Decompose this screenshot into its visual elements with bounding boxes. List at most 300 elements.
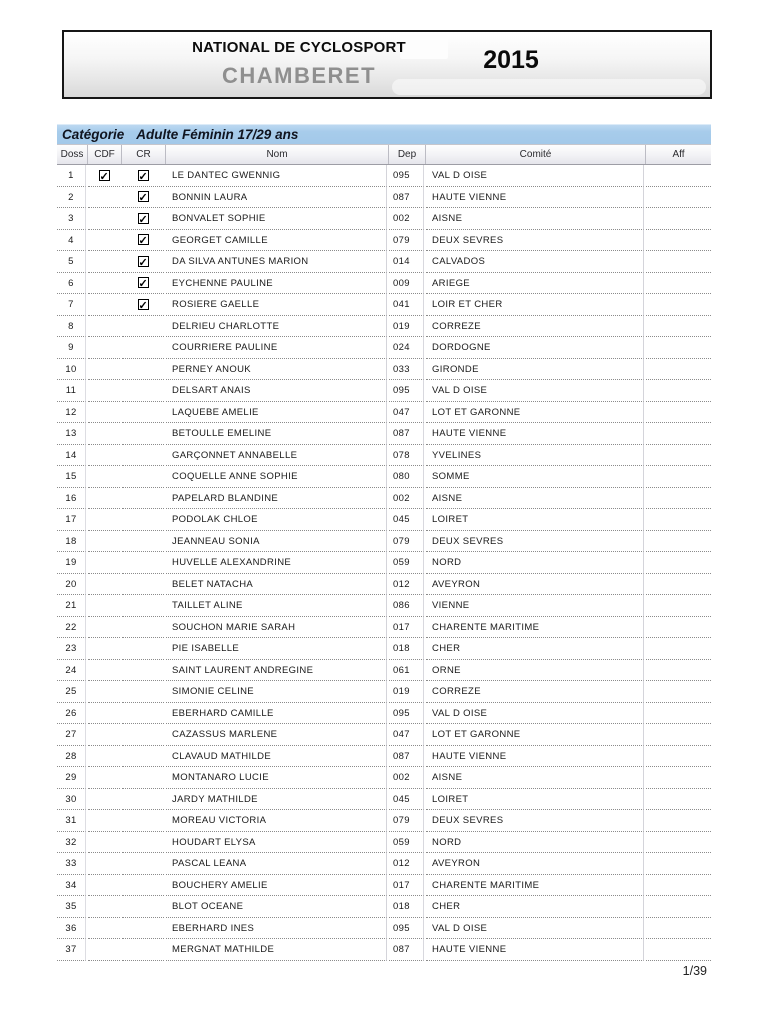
cell-cr — [122, 724, 164, 746]
cell-cdf — [88, 767, 120, 789]
cell-nom: COQUELLE ANNE SOPHIE — [166, 466, 387, 488]
cell-comite: YVELINES — [426, 445, 644, 467]
cell-nom: JARDY MATHILDE — [166, 789, 387, 811]
column-header-dep: Dep — [389, 145, 426, 164]
table-row — [57, 767, 711, 789]
cell-doss: 24 — [57, 660, 86, 682]
cell-comite: SOMME — [426, 466, 644, 488]
cell-doss: 34 — [57, 875, 86, 897]
cell-nom: SOUCHON MARIE SARAH — [166, 617, 387, 639]
cell-doss: 2 — [57, 187, 86, 209]
cell-doss: 20 — [57, 574, 86, 596]
cell-aff — [646, 402, 711, 424]
cell-doss: 23 — [57, 638, 86, 660]
cell-doss: 7 — [57, 294, 86, 316]
cell-cdf — [88, 853, 120, 875]
cell-cr — [122, 208, 164, 230]
cell-cr — [122, 380, 164, 402]
table-row — [57, 918, 711, 940]
cell-doss: 35 — [57, 896, 86, 918]
cell-dep: 079 — [389, 810, 424, 832]
column-header-cr: CR — [122, 145, 166, 164]
cell-cr — [122, 574, 164, 596]
cr-checkbox-icon — [138, 213, 149, 224]
table-row — [57, 230, 711, 252]
cell-cr — [122, 488, 164, 510]
cell-aff — [646, 681, 711, 703]
cell-cr — [122, 402, 164, 424]
cell-comite: ORNE — [426, 660, 644, 682]
cell-dep: 087 — [389, 746, 424, 768]
cell-aff — [646, 617, 711, 639]
cell-cr — [122, 423, 164, 445]
cell-cdf — [88, 445, 120, 467]
table-row — [57, 746, 711, 768]
cell-dep: 045 — [389, 509, 424, 531]
cell-dep: 079 — [389, 531, 424, 553]
cell-doss: 16 — [57, 488, 86, 510]
cell-dep: 009 — [389, 273, 424, 295]
cell-dep: 017 — [389, 875, 424, 897]
cell-aff — [646, 316, 711, 338]
cell-aff — [646, 488, 711, 510]
cell-dep: 095 — [389, 165, 424, 187]
cell-cdf — [88, 574, 120, 596]
cell-aff — [646, 767, 711, 789]
cell-cr — [122, 703, 164, 725]
cell-cdf — [88, 918, 120, 940]
cell-nom: JEANNEAU SONIA — [166, 531, 387, 553]
cell-aff — [646, 918, 711, 940]
cell-doss: 1 — [57, 165, 86, 187]
cell-nom: CLAVAUD MATHILDE — [166, 746, 387, 768]
cell-dep: 059 — [389, 832, 424, 854]
cell-comite: HAUTE VIENNE — [426, 939, 644, 961]
cell-dep: 018 — [389, 638, 424, 660]
cell-nom: MOREAU VICTORIA — [166, 810, 387, 832]
cell-dep: 017 — [389, 617, 424, 639]
cell-doss: 4 — [57, 230, 86, 252]
table-row — [57, 617, 711, 639]
cell-dep: 061 — [389, 660, 424, 682]
table-row — [57, 552, 711, 574]
cell-cr — [122, 165, 164, 187]
cell-doss: 30 — [57, 789, 86, 811]
table-row — [57, 294, 711, 316]
table-row — [57, 638, 711, 660]
cell-doss: 6 — [57, 273, 86, 295]
cell-cdf — [88, 638, 120, 660]
cell-cr — [122, 789, 164, 811]
cr-checkbox-icon — [138, 277, 149, 288]
cell-cdf — [88, 875, 120, 897]
cell-dep: 019 — [389, 316, 424, 338]
cr-checkbox-icon — [138, 191, 149, 202]
page-number: 1/39 — [682, 964, 707, 978]
cell-nom: EYCHENNE PAULINE — [166, 273, 387, 295]
cell-cdf — [88, 402, 120, 424]
cell-aff — [646, 746, 711, 768]
cell-dep: 095 — [389, 703, 424, 725]
table-row — [57, 595, 711, 617]
cell-cdf — [88, 294, 120, 316]
cell-cdf — [88, 681, 120, 703]
cell-nom: BOUCHERY AMELIE — [166, 875, 387, 897]
column-header-nom: Nom — [166, 145, 389, 164]
cell-comite: VIENNE — [426, 595, 644, 617]
cell-cr — [122, 251, 164, 273]
cr-checkbox-icon — [138, 234, 149, 245]
event-title: NATIONAL DE CYCLOSPORT — [192, 39, 406, 56]
table-header — [57, 144, 711, 165]
cell-doss: 10 — [57, 359, 86, 381]
cell-cr — [122, 810, 164, 832]
cell-cdf — [88, 488, 120, 510]
table-row — [57, 939, 711, 961]
cell-dep: 087 — [389, 423, 424, 445]
table-row — [57, 187, 711, 209]
cell-cr — [122, 337, 164, 359]
cell-aff — [646, 423, 711, 445]
cell-nom: PASCAL LEANA — [166, 853, 387, 875]
table-row — [57, 273, 711, 295]
table-row — [57, 810, 711, 832]
cell-cdf — [88, 230, 120, 252]
table-row — [57, 402, 711, 424]
cell-nom: HUVELLE ALEXANDRINE — [166, 552, 387, 574]
cell-comite: AVEYRON — [426, 853, 644, 875]
cell-cdf — [88, 208, 120, 230]
cell-doss: 31 — [57, 810, 86, 832]
table-row — [57, 380, 711, 402]
table-row — [57, 337, 711, 359]
cell-cdf — [88, 251, 120, 273]
cell-comite: DORDOGNE — [426, 337, 644, 359]
cell-aff — [646, 230, 711, 252]
cell-comite: HAUTE VIENNE — [426, 423, 644, 445]
cell-cr — [122, 316, 164, 338]
cell-cdf — [88, 273, 120, 295]
cell-doss: 3 — [57, 208, 86, 230]
cell-cdf — [88, 552, 120, 574]
cell-comite: LOIR ET CHER — [426, 294, 644, 316]
cell-cr — [122, 187, 164, 209]
cell-cdf — [88, 359, 120, 381]
cell-aff — [646, 466, 711, 488]
cell-cdf — [88, 466, 120, 488]
column-header-aff: Aff — [672, 149, 685, 160]
cell-cdf — [88, 746, 120, 768]
table-row — [57, 208, 711, 230]
cell-cdf — [88, 380, 120, 402]
cell-nom: MONTANARO LUCIE — [166, 767, 387, 789]
cell-comite: HAUTE VIENNE — [426, 746, 644, 768]
table-row — [57, 853, 711, 875]
cell-nom: PERNEY ANOUK — [166, 359, 387, 381]
cell-dep: 045 — [389, 789, 424, 811]
cell-doss: 11 — [57, 380, 86, 402]
table-row — [57, 423, 711, 445]
cell-aff — [646, 552, 711, 574]
cell-cr — [122, 746, 164, 768]
table-row — [57, 165, 711, 187]
table-row — [57, 574, 711, 596]
cell-doss: 25 — [57, 681, 86, 703]
cell-nom: BONNIN LAURA — [166, 187, 387, 209]
cell-nom: PIE ISABELLE — [166, 638, 387, 660]
cell-comite: DEUX SEVRES — [426, 810, 644, 832]
cell-dep: 018 — [389, 896, 424, 918]
cell-nom: EBERHARD INES — [166, 918, 387, 940]
cell-dep: 002 — [389, 767, 424, 789]
event-location: CHAMBERET — [221, 63, 377, 88]
cell-aff — [646, 939, 711, 961]
table-row — [57, 509, 711, 531]
cell-cdf — [88, 810, 120, 832]
cell-cr — [122, 681, 164, 703]
cell-comite: VAL D OISE — [426, 165, 644, 187]
cell-dep: 095 — [389, 918, 424, 940]
table-row — [57, 875, 711, 897]
cell-aff — [646, 165, 711, 187]
cell-doss: 17 — [57, 509, 86, 531]
cell-dep: 047 — [389, 402, 424, 424]
cell-cr — [122, 896, 164, 918]
cell-doss: 8 — [57, 316, 86, 338]
cell-aff — [646, 703, 711, 725]
column-header-cdf: CDF — [88, 145, 122, 164]
cell-nom: TAILLET ALINE — [166, 595, 387, 617]
table-row — [57, 488, 711, 510]
cell-comite: AISNE — [426, 208, 644, 230]
cell-dep: 019 — [389, 681, 424, 703]
cell-nom: DELSART ANAIS — [166, 380, 387, 402]
table-row — [57, 681, 711, 703]
cell-nom: GARÇONNET ANNABELLE — [166, 445, 387, 467]
table-body — [57, 165, 711, 961]
cell-aff — [646, 294, 711, 316]
column-header-doss: Doss — [57, 145, 88, 164]
table-row — [57, 724, 711, 746]
cell-nom: BELET NATACHA — [166, 574, 387, 596]
cell-cdf — [88, 531, 120, 553]
column-header-comite: Comité — [426, 145, 646, 164]
cell-nom: DELRIEU CHARLOTTE — [166, 316, 387, 338]
cell-aff — [646, 832, 711, 854]
cell-comite: AISNE — [426, 767, 644, 789]
cell-comite: CHER — [426, 896, 644, 918]
cell-dep: 059 — [389, 552, 424, 574]
cell-comite: CHARENTE MARITIME — [426, 875, 644, 897]
cell-aff — [646, 337, 711, 359]
cell-nom: MERGNAT MATHILDE — [166, 939, 387, 961]
table-row — [57, 896, 711, 918]
cell-nom: CAZASSUS MARLENE — [166, 724, 387, 746]
cell-dep: 095 — [389, 380, 424, 402]
table-row — [57, 531, 711, 553]
cell-aff — [646, 208, 711, 230]
cell-cr — [122, 230, 164, 252]
cell-aff — [646, 574, 711, 596]
cell-cr — [122, 853, 164, 875]
cell-cr — [122, 638, 164, 660]
cell-comite: DEUX SEVRES — [426, 230, 644, 252]
cell-comite: CALVADOS — [426, 251, 644, 273]
cell-nom: BETOULLE EMELINE — [166, 423, 387, 445]
cell-dep: 080 — [389, 466, 424, 488]
cell-comite: AISNE — [426, 488, 644, 510]
cell-doss: 12 — [57, 402, 86, 424]
table-row — [57, 789, 711, 811]
cell-aff — [646, 251, 711, 273]
cell-aff — [646, 789, 711, 811]
table-row — [57, 359, 711, 381]
cell-doss: 9 — [57, 337, 86, 359]
cell-comite: LOIRET — [426, 789, 644, 811]
cell-nom: EBERHARD CAMILLE — [166, 703, 387, 725]
cell-doss: 36 — [57, 918, 86, 940]
cell-aff — [646, 660, 711, 682]
cell-cdf — [88, 896, 120, 918]
cell-cr — [122, 617, 164, 639]
table-row — [57, 445, 711, 467]
cell-comite: DEUX SEVRES — [426, 531, 644, 553]
cell-aff — [646, 509, 711, 531]
cell-comite: ARIEGE — [426, 273, 644, 295]
cell-aff — [646, 445, 711, 467]
category-label: Catégorie — [62, 127, 125, 142]
cell-nom: ROSIERE GAELLE — [166, 294, 387, 316]
cell-nom: DA SILVA ANTUNES MARION — [166, 251, 387, 273]
category-header — [57, 124, 711, 144]
cdf-checkbox-icon — [99, 170, 110, 181]
cell-doss: 33 — [57, 853, 86, 875]
cell-cr — [122, 660, 164, 682]
table-row — [57, 316, 711, 338]
table-row — [57, 466, 711, 488]
cell-cdf — [88, 789, 120, 811]
cell-aff — [646, 896, 711, 918]
cell-comite: CORREZE — [426, 681, 644, 703]
cell-cr — [122, 466, 164, 488]
cell-nom: LAQUEBE AMELIE — [166, 402, 387, 424]
cell-dep: 012 — [389, 574, 424, 596]
cell-cdf — [88, 316, 120, 338]
cell-dep: 024 — [389, 337, 424, 359]
cell-doss: 19 — [57, 552, 86, 574]
cell-doss: 32 — [57, 832, 86, 854]
cell-doss: 21 — [57, 595, 86, 617]
cell-aff — [646, 380, 711, 402]
cell-doss: 15 — [57, 466, 86, 488]
cell-nom: BONVALET SOPHIE — [166, 208, 387, 230]
cell-cr — [122, 531, 164, 553]
cell-comite: VAL D OISE — [426, 380, 644, 402]
cell-dep: 012 — [389, 853, 424, 875]
cell-doss: 13 — [57, 423, 86, 445]
cell-cr — [122, 832, 164, 854]
cell-dep: 078 — [389, 445, 424, 467]
cell-dep: 002 — [389, 488, 424, 510]
cell-doss: 22 — [57, 617, 86, 639]
cell-dep: 079 — [389, 230, 424, 252]
cell-cdf — [88, 617, 120, 639]
cell-aff — [646, 810, 711, 832]
cell-cr — [122, 509, 164, 531]
cell-doss: 28 — [57, 746, 86, 768]
cr-checkbox-icon — [138, 170, 149, 181]
cell-nom: COURRIERE PAULINE — [166, 337, 387, 359]
cell-cr — [122, 273, 164, 295]
event-year: 2015 — [483, 46, 539, 74]
cell-nom: HOUDART ELYSA — [166, 832, 387, 854]
cell-comite: NORD — [426, 832, 644, 854]
cell-cr — [122, 359, 164, 381]
cr-checkbox-icon — [138, 256, 149, 267]
cell-aff — [646, 853, 711, 875]
cell-cr — [122, 445, 164, 467]
cell-dep: 033 — [389, 359, 424, 381]
cell-dep: 014 — [389, 251, 424, 273]
cell-nom: SAINT LAURENT ANDREGINE — [166, 660, 387, 682]
cell-cr — [122, 767, 164, 789]
cell-comite: VAL D OISE — [426, 918, 644, 940]
table-row — [57, 832, 711, 854]
cell-dep: 041 — [389, 294, 424, 316]
cell-aff — [646, 531, 711, 553]
cell-cr — [122, 595, 164, 617]
cell-doss: 26 — [57, 703, 86, 725]
cell-nom: PAPELARD BLANDINE — [166, 488, 387, 510]
cell-comite: LOT ET GARONNE — [426, 724, 644, 746]
cell-cdf — [88, 660, 120, 682]
cr-checkbox-icon — [138, 299, 149, 310]
cell-dep: 087 — [389, 187, 424, 209]
cell-comite: NORD — [426, 552, 644, 574]
cell-cdf — [88, 509, 120, 531]
cell-aff — [646, 724, 711, 746]
cell-aff — [646, 595, 711, 617]
cell-cdf — [88, 165, 120, 187]
cell-nom: BLOT OCEANE — [166, 896, 387, 918]
cell-cdf — [88, 703, 120, 725]
event-banner — [62, 30, 712, 99]
cell-cdf — [88, 939, 120, 961]
cell-doss: 18 — [57, 531, 86, 553]
cell-cr — [122, 939, 164, 961]
cell-cdf — [88, 337, 120, 359]
cell-cdf — [88, 187, 120, 209]
cell-cdf — [88, 595, 120, 617]
cell-cr — [122, 552, 164, 574]
table-row — [57, 251, 711, 273]
cell-comite: GIRONDE — [426, 359, 644, 381]
cell-comite: CORREZE — [426, 316, 644, 338]
cell-cdf — [88, 724, 120, 746]
cell-comite: CHER — [426, 638, 644, 660]
cell-comite: VAL D OISE — [426, 703, 644, 725]
cell-aff — [646, 187, 711, 209]
cell-dep: 002 — [389, 208, 424, 230]
cell-dep: 087 — [389, 939, 424, 961]
cell-nom: SIMONIE CELINE — [166, 681, 387, 703]
cell-nom: GEORGET CAMILLE — [166, 230, 387, 252]
cell-cr — [122, 294, 164, 316]
cell-dep: 086 — [389, 595, 424, 617]
cell-comite: CHARENTE MARITIME — [426, 617, 644, 639]
table-row — [57, 703, 711, 725]
cell-doss: 27 — [57, 724, 86, 746]
